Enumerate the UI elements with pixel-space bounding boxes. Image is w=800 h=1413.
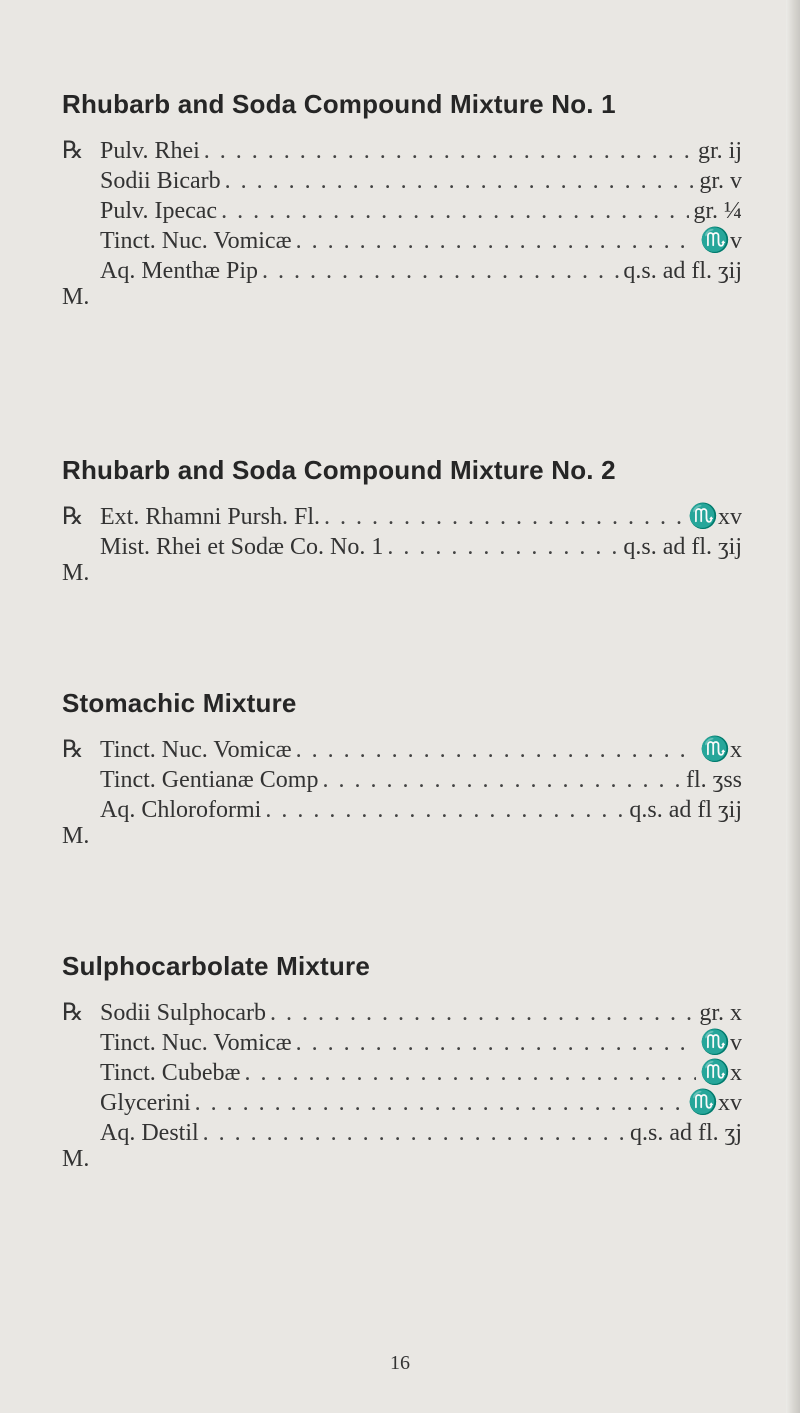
- ingredient-line: [62, 532, 752, 562]
- ingredient-quantity: q.s. ad fl. ʒij: [623, 258, 742, 284]
- ingredient-quantity: ♏v: [700, 228, 742, 254]
- ingredient-name: Mist. Rhei et Sodæ Co. No. 1: [100, 534, 384, 560]
- ingredient-quantity: ♏x: [700, 1060, 742, 1086]
- recipe-title: Rhubarb and Soda Compound Mixture No. 2: [62, 455, 616, 485]
- page-number: 16: [390, 1352, 410, 1374]
- ingredient-line: [62, 502, 752, 532]
- ingredient-quantity: q.s. ad fl ʒij: [629, 797, 742, 823]
- ingredient-line: [62, 998, 752, 1028]
- ingredient-line: [62, 256, 752, 286]
- prescription-rx-icon: ℞: [62, 502, 84, 530]
- ingredient-list: [62, 136, 752, 310]
- ingredient-quantity: q.s. ad fl. ʒj: [630, 1120, 742, 1146]
- dot-leader: [244, 1058, 696, 1088]
- ingredient-quantity: gr. ¼: [693, 198, 742, 224]
- recipe-rhubarb-soda-1: [62, 86, 752, 310]
- ingredient-name: Tinct. Nuc. Vomicæ: [100, 1030, 292, 1056]
- ingredient-line: [62, 795, 752, 825]
- ingredient-name: Tinct. Nuc. Vomicæ: [100, 228, 292, 254]
- dot-leader: [195, 1088, 684, 1118]
- prescription-rx-icon: ℞: [62, 735, 84, 763]
- prescription-rx-icon: ℞: [62, 136, 84, 164]
- ingredient-quantity: gr. v: [699, 168, 742, 194]
- ingredient-line: [62, 735, 752, 765]
- ingredient-quantity: ♏v: [700, 1030, 742, 1056]
- dot-leader: [324, 502, 684, 532]
- dot-leader: [262, 256, 619, 286]
- ingredient-quantity: ♏x: [700, 737, 742, 763]
- dot-leader: [225, 166, 696, 196]
- dot-leader: [204, 136, 694, 166]
- ingredient-line: [62, 1118, 752, 1148]
- dot-leader: [296, 226, 697, 256]
- misce-mark: M.: [62, 823, 90, 849]
- recipe-title: Stomachic Mixture: [62, 688, 297, 718]
- ingredient-name: Sodii Sulphocarb: [100, 1000, 266, 1026]
- ingredient-line: [62, 166, 752, 196]
- ingredient-name: Pulv. Ipecac: [100, 198, 218, 224]
- ingredient-name: Tinct. Nuc. Vomicæ: [100, 737, 292, 763]
- ingredient-line: [62, 226, 752, 256]
- ingredient-name: Glycerini: [100, 1090, 191, 1116]
- ingredient-name: Sodii Bicarb: [100, 168, 221, 194]
- recipe-title: Rhubarb and Soda Compound Mixture No. 1: [62, 89, 616, 119]
- dot-leader: [265, 795, 625, 825]
- dot-leader: [322, 765, 682, 795]
- ingredient-name: Aq. Destil: [100, 1120, 199, 1146]
- ingredient-quantity: q.s. ad fl. ʒij: [623, 534, 742, 560]
- ingredient-list: [62, 998, 752, 1172]
- dot-leader: [296, 735, 697, 765]
- recipe-stomachic: [62, 685, 752, 849]
- recipe-rhubarb-soda-2: [62, 452, 752, 586]
- misce-mark: M.: [62, 284, 90, 310]
- ingredient-line: [62, 765, 752, 795]
- ingredient-quantity: ♏xv: [688, 1090, 742, 1116]
- ingredient-quantity: gr. x: [699, 1000, 742, 1026]
- ingredient-line: [62, 196, 752, 226]
- ingredient-line: [62, 1028, 752, 1058]
- dot-leader: [270, 998, 695, 1028]
- ingredient-name: Aq. Chloroformi: [100, 797, 262, 823]
- ingredient-name: Tinct. Gentianæ Comp: [100, 767, 319, 793]
- ingredient-quantity: fl. ʒss: [686, 767, 742, 793]
- ingredient-line: [62, 1088, 752, 1118]
- ingredient-name: Ext. Rhamni Pursh. Fl.: [100, 504, 321, 530]
- ingredient-list: [62, 735, 752, 849]
- dot-leader: [221, 196, 689, 226]
- ingredient-name: Tinct. Cubebæ: [100, 1060, 241, 1086]
- ingredient-name: Pulv. Rhei: [100, 138, 200, 164]
- dot-leader: [387, 532, 619, 562]
- ingredient-quantity: ♏xv: [688, 504, 742, 530]
- ingredient-line: [62, 136, 752, 166]
- ingredient-name: Aq. Menthæ Pip: [100, 258, 259, 284]
- dot-leader: [203, 1118, 626, 1148]
- recipe-title: Sulphocarbolate Mixture: [62, 951, 370, 981]
- recipe-sulphocarbolate: [62, 948, 752, 1172]
- misce-mark: M.: [62, 1146, 90, 1172]
- ingredient-quantity: gr. ij: [697, 138, 742, 164]
- ingredient-line: [62, 1058, 752, 1088]
- prescription-rx-icon: ℞: [62, 998, 84, 1026]
- misce-mark: M.: [62, 560, 90, 586]
- dot-leader: [296, 1028, 697, 1058]
- ingredient-list: [62, 502, 752, 586]
